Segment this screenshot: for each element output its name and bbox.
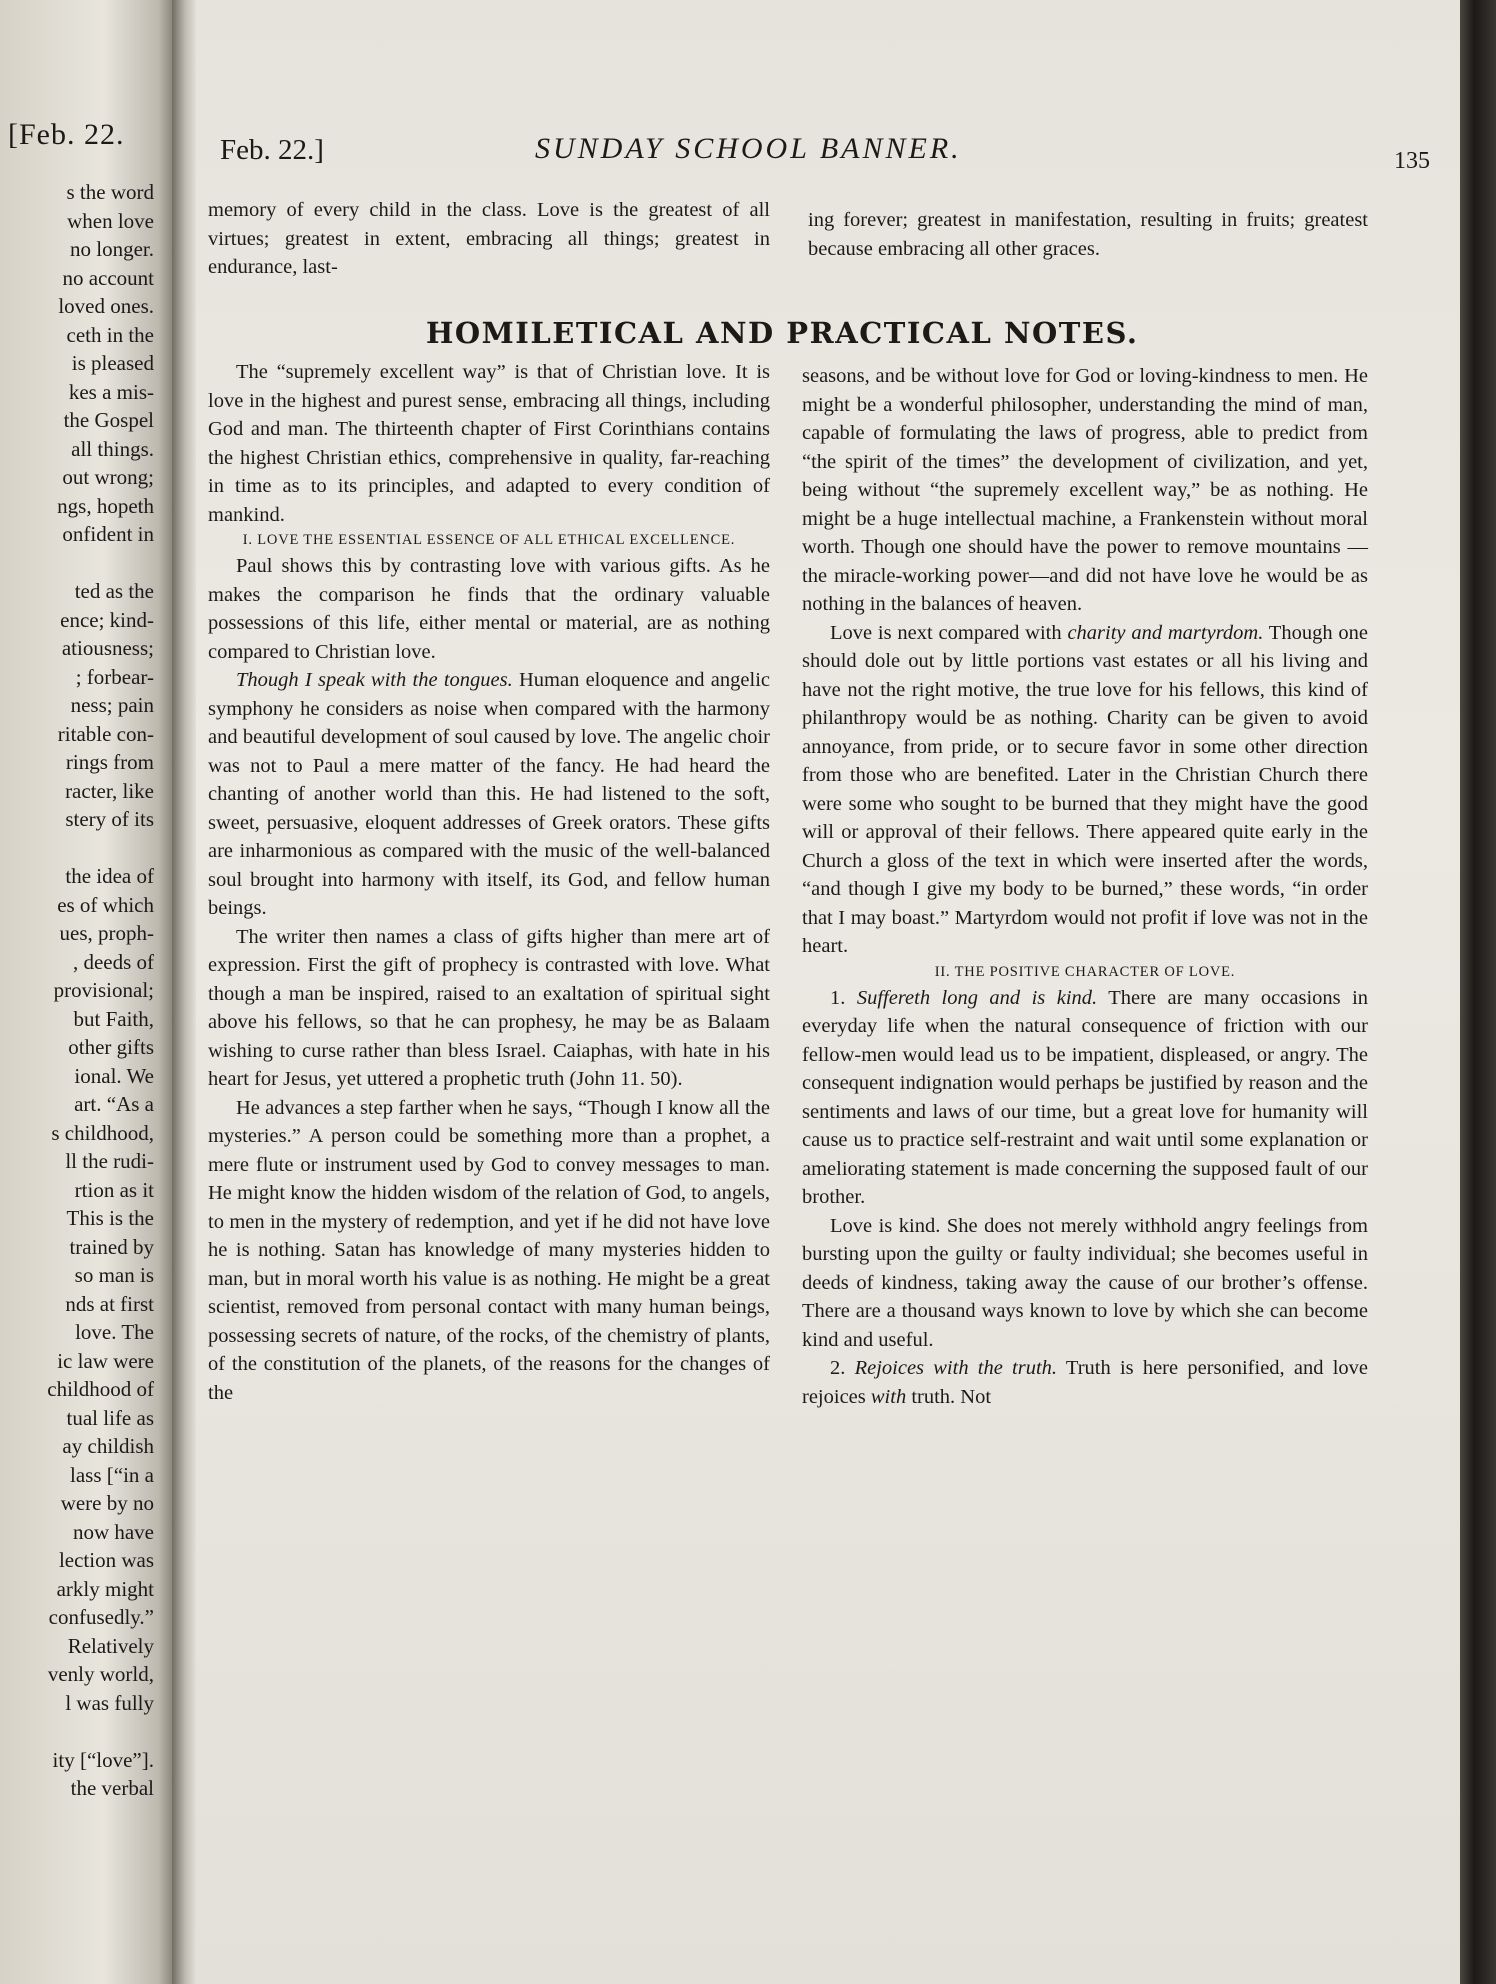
top-text-col1 bbox=[208, 196, 770, 282]
facing-page-line: now have bbox=[72, 1519, 154, 1544]
facing-page-line: , deeds of bbox=[72, 949, 154, 974]
paragraph: He advances a step farther when he says, “Though I know all the mysteries.” A person could be something more than a prophet, a mere flute or instrument used by God to convey messages to man. He might know the hidden wisdom of the relation of God, to angels, to men in the mystery of redemption, and yet if he did not have love he is nothing. Satan has knowledge of many mysteries hidden to man, but in moral worth his value is as nothing. He might be a great scientist, removed from personal contact with many human beings, possessing secrets of nature, of the rocks, of the chemistry of plants, of the constitution of the planets, of the reasons for the changes of the bbox=[208, 1096, 770, 1404]
facing-page-line: the idea of bbox=[65, 864, 154, 888]
facing-page-line: other gifts bbox=[68, 1035, 154, 1059]
section-heading: HOMILETICAL AND PRACTICAL NOTES. bbox=[426, 316, 1139, 350]
paragraph-text: truth. Not bbox=[906, 1385, 992, 1408]
facing-page-line: love. The bbox=[75, 1320, 154, 1344]
column-right bbox=[802, 362, 1368, 1411]
facing-page-line: lass [“in a bbox=[70, 1462, 154, 1487]
paragraph bbox=[208, 666, 770, 923]
facing-page-line: s childhood, bbox=[51, 1120, 154, 1145]
facing-page-line: ence; kind- bbox=[60, 607, 154, 632]
facing-page-line: no account bbox=[62, 265, 154, 290]
facing-page-line: all things. bbox=[71, 436, 154, 461]
emphasis: with bbox=[870, 1385, 907, 1408]
facing-page-line: racter, like bbox=[65, 778, 154, 803]
facing-page-line: ic law were bbox=[57, 1348, 154, 1373]
facing-page-line: childhood of bbox=[47, 1377, 154, 1401]
facing-page-line: confusedly.” bbox=[48, 1605, 154, 1629]
paragraph-text: Human eloquence and angelic symphony he considers as noise when compared with the harmony and beautiful development of soul caused by love. The angelic choir was not to Paul a mere matter of the fancy. He had heard the chanting of another world than this. He had listened to the soft, sweet, persuasive, eloquent addresses of Greek orators. These gifts are inharmonious as compared with the music of the well-balanced soul brought into harmony with itself, its God, and fellow human beings. bbox=[208, 669, 770, 919]
running-header bbox=[220, 130, 1430, 174]
emphasis: charity and martyrdom. bbox=[1067, 621, 1264, 644]
paragraph bbox=[802, 984, 1368, 1212]
facing-page-line: tual life as bbox=[66, 1405, 154, 1430]
subheading: II. THE POSITIVE CHARACTER OF LOVE. bbox=[934, 963, 1236, 980]
list-number: 1. bbox=[830, 986, 857, 1009]
list-number: 2. bbox=[830, 1357, 855, 1379]
paragraph-text: Love is next compared with bbox=[830, 621, 1068, 644]
book-binding-edge bbox=[1460, 0, 1496, 1984]
facing-page-line: ues, proph- bbox=[59, 921, 154, 945]
facing-page-line: ay childish bbox=[62, 1434, 154, 1458]
paragraph: seasons, and be without love for God or loving-kindness to men. He might be a wonderful philosopher, understanding the mind of man, capable of formulating the laws of progress, able to predict from “the spirit of the times” the development of civilization, and yet, being without “the supremely excellent way,” be as nothing. He might be a huge intellectual machine, a Frankenstein without moral worth. Though one should have the power to remove mountains —the miracle-working power—and did not have love he would be as nothing in the balances of heaven. bbox=[802, 365, 1368, 615]
facing-page-line: the verbal bbox=[70, 1776, 154, 1800]
main-page bbox=[196, 0, 1460, 1984]
facing-page-line: so man is bbox=[74, 1263, 154, 1287]
paragraph: The “supremely excellent way” is that of Christian love. It is love in the highest and purest sense, embracing all things, including God and man. The thirteenth chapter of First Corinthians contains the highest Christian ethics, comprehensive in quality, far-reaching in time as to its principles, and adapted to every condition of mankind. bbox=[208, 361, 770, 526]
paragraph: ing forever; greatest in manifestation, resulting in fruits; greatest because embracing all other graces. bbox=[808, 209, 1368, 260]
facing-page-line: kes a mis- bbox=[68, 379, 154, 404]
facing-page-line: the Gospel bbox=[63, 408, 154, 432]
facing-page-line: loved ones. bbox=[58, 294, 154, 318]
facing-page-line bbox=[0, 834, 154, 863]
header-date: Feb. 22.] bbox=[220, 134, 324, 166]
facing-page-line: were by no bbox=[60, 1491, 154, 1515]
facing-page-line: rings from bbox=[65, 750, 154, 774]
facing-page-line: ness; pain bbox=[70, 693, 154, 717]
facing-page-line: ional. We bbox=[74, 1063, 154, 1088]
facing-page-line: ity [“love”]. bbox=[52, 1747, 154, 1772]
facing-page-left bbox=[0, 0, 172, 1984]
facing-page-line: ceth in the bbox=[66, 322, 154, 347]
paragraph bbox=[802, 619, 1368, 961]
facing-page-line: out wrong; bbox=[62, 465, 154, 489]
facing-page-line: lection was bbox=[58, 1548, 154, 1572]
paragraph-text: Truth is here personified, and love rejoices bbox=[802, 1357, 1368, 1408]
facing-page-line: but Faith, bbox=[73, 1006, 154, 1031]
paragraph bbox=[802, 1354, 1368, 1411]
facing-page-line: s the word bbox=[66, 180, 154, 204]
facing-page-line: rtion as it bbox=[74, 1177, 154, 1202]
facing-page-line: ll the rudi- bbox=[65, 1149, 154, 1173]
facing-page-line bbox=[0, 549, 154, 578]
paragraph-text: There are many occasions in everyday life when the natural consequence of friction with our fellow-men would lead us to be impatient, displeased, or angry. The consequent indignation would perhaps be justified by reason and the sentiments and laws of our time, but a great love for humanity will cause us to practice self-restraint and wait until some explanation or ameliorating statement is made concerning the supposed fault of our brother. bbox=[802, 986, 1369, 1208]
facing-page-line: is pleased bbox=[71, 351, 154, 375]
paragraph-text: Though one should dole out by little portions vast estates or all his living and have not the right motive, the true love for his fellows, this kind of philanthropy would be as nothing. Charity can be given to avoid annoyance, from pride, or to secure favor in some other direction from those who are benefited. Later in the Christian Church there were some who sought to be burned that they might have the good will or approval of their fellows. There appeared quite early in the Church a gloss of the text in which were inserted after the words, “and though I give my body to be burned,” these words, “in order that I may boast.” Martyrdom would not profit if love was not in the heart. bbox=[802, 621, 1368, 957]
book-gutter bbox=[172, 0, 196, 1984]
facing-page-header: [Feb. 22. bbox=[8, 118, 125, 151]
top-text-col2 bbox=[808, 206, 1368, 263]
facing-page-line: Relatively bbox=[67, 1633, 154, 1658]
facing-page-line: nds at first bbox=[65, 1291, 154, 1316]
paragraph: The writer then names a class of gifts higher than mere art of expression. First the gift of prophecy is contrasted with love. What though a man be inspired, raised to an exaltation of spiritual sight above his fellows, so that he can prophesy, he may be as Balaam wishing to curse rather than bless Israel. Caiaphas, with hate in his heart for Jesus, yet uttered a prophetic truth (John 11. 50). bbox=[208, 925, 770, 1090]
facing-page-line: ted as the bbox=[74, 579, 154, 603]
facing-page-line: trained by bbox=[69, 1234, 154, 1259]
facing-page-line: provisional; bbox=[53, 978, 154, 1002]
facing-page-text bbox=[0, 178, 154, 1803]
facing-page-line: arkly might bbox=[56, 1576, 154, 1601]
facing-page-line bbox=[0, 1717, 154, 1746]
facing-page-line: art. “As a bbox=[74, 1092, 154, 1116]
header-title: SUNDAY SCHOOL BANNER. bbox=[535, 132, 962, 165]
emphasis: Though I speak with the tongues. bbox=[236, 669, 513, 691]
emphasis: Suffereth long and is kind. bbox=[856, 986, 1098, 1009]
facing-page-line: l was fully bbox=[65, 1690, 154, 1715]
facing-page-line: ritable con- bbox=[57, 721, 154, 746]
facing-page-line: venly world, bbox=[47, 1662, 154, 1686]
facing-page-line: This is the bbox=[66, 1206, 154, 1230]
facing-page-line: onfident in bbox=[62, 522, 154, 546]
paragraph: Paul shows this by contrasting love with various gifts. As he makes the comparison he finds that the ordinary valuable possessions of this life, either mental or material, are as nothing compared to Christian love. bbox=[208, 555, 770, 663]
emphasis: Rejoices with the truth. bbox=[854, 1357, 1058, 1379]
paragraph: memory of every child in the class. Love is the greatest of all virtues; greatest in extent, embracing all things; greatest in endurance, last- bbox=[208, 199, 770, 278]
facing-page-line: es of which bbox=[57, 892, 154, 917]
facing-page-line: stery of its bbox=[65, 807, 154, 831]
facing-page-line: when love bbox=[67, 208, 154, 233]
facing-page-line: atiousness; bbox=[61, 636, 154, 660]
facing-page-line: no longer. bbox=[70, 237, 154, 261]
facing-page-line: ; forbear- bbox=[75, 664, 154, 689]
paragraph: Love is kind. She does not merely withhold angry feelings from bursting upon the guilty or faulty individual; she becomes useful in deeds of kindness, taking away the cause of our brother’s offense. There are a thousand ways known to love by which she can become kind and useful. bbox=[802, 1214, 1368, 1351]
column-left bbox=[208, 358, 770, 1407]
page-number: 135 bbox=[1394, 148, 1430, 174]
subheading: I. LOVE THE ESSENTIAL ESSENCE OF ALL ETHICAL EXCELLENCE. bbox=[242, 532, 736, 548]
facing-page-line: ngs, hopeth bbox=[57, 493, 154, 518]
